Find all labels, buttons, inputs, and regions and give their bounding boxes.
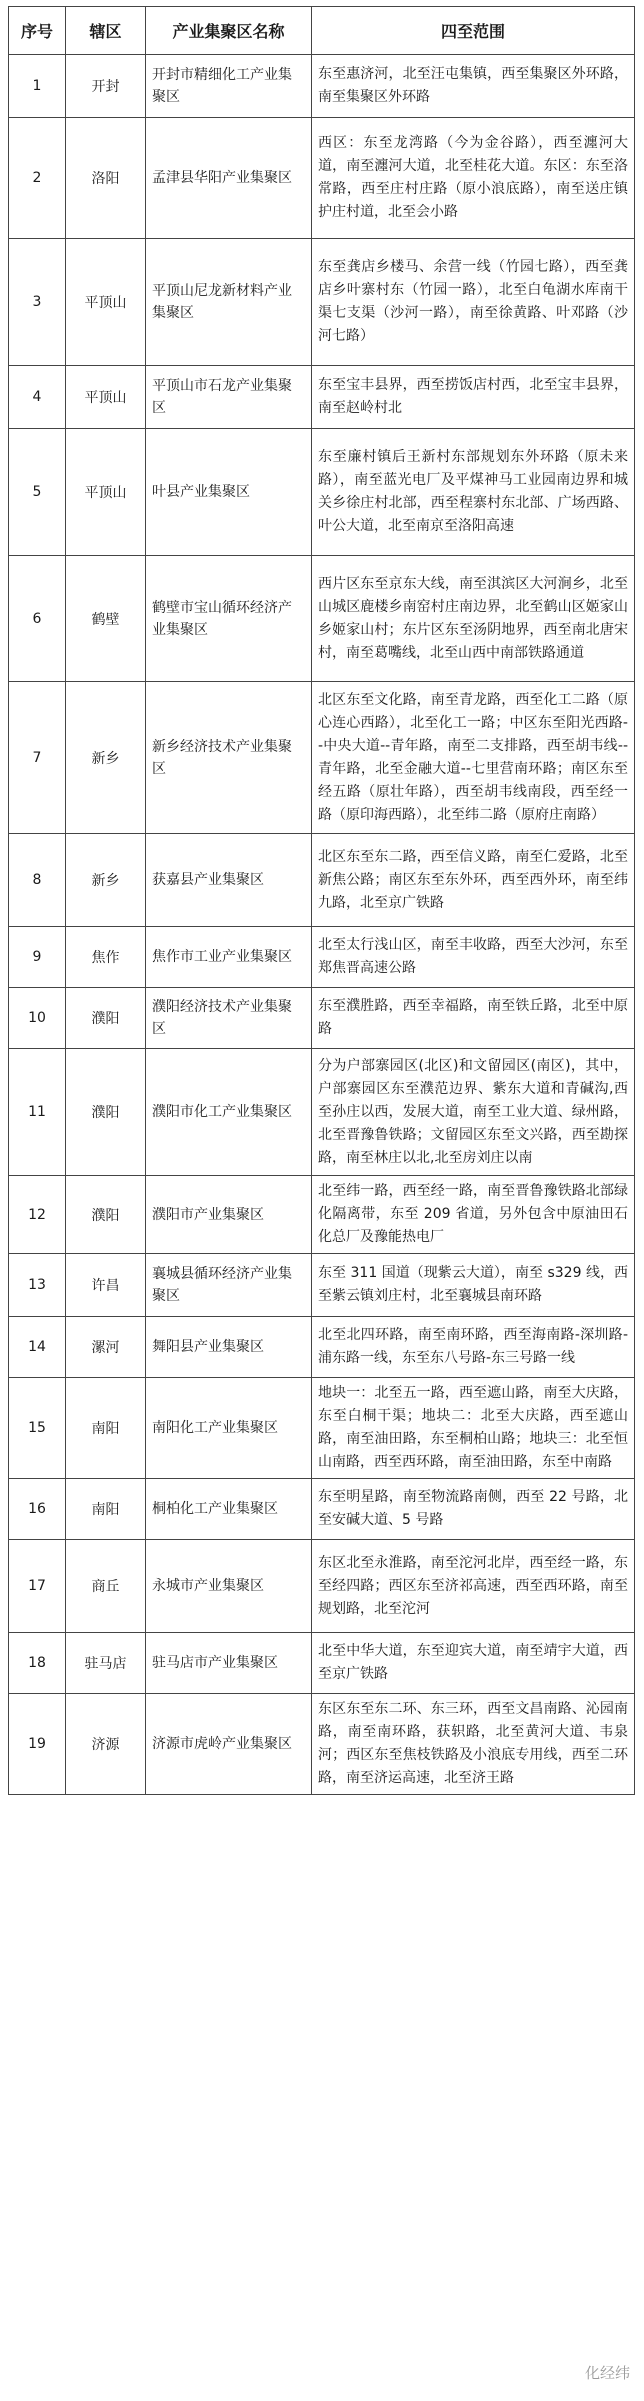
cell-scope: 北至中华大道，东至迎宾大道，南至靖宇大道，西至京广铁路 <box>312 1633 635 1694</box>
watermark: 化经纬 <box>584 2364 630 2382</box>
header-row <box>9 7 635 55</box>
table-row <box>9 556 635 682</box>
cell-district: 平顶山 <box>66 239 146 366</box>
table-row <box>9 118 635 239</box>
cell-name: 驻马店市产业集聚区 <box>146 1633 312 1694</box>
cell-district: 濮阳 <box>66 988 146 1049</box>
cell-scope: 北至太行浅山区，南至丰收路，西至大沙河，东至郑焦晋高速公路 <box>312 927 635 988</box>
cell-no: 13 <box>9 1254 66 1317</box>
cell-name: 新乡经济技术产业集聚区 <box>146 682 312 834</box>
cell-scope: 北至纬一路，西至经一路，南至晋鲁豫铁路北部绿化隔离带，东至 209 省道，另外包含中原油田石化总厂及豫能热电厂 <box>312 1176 635 1254</box>
cell-name: 焦作市工业产业集聚区 <box>146 927 312 988</box>
cell-scope: 东至濮胜路，西至幸福路，南至铁丘路，北至中原路 <box>312 988 635 1049</box>
cell-name: 襄城县循环经济产业集聚区 <box>146 1254 312 1317</box>
table-row <box>9 988 635 1049</box>
cell-name: 开封市精细化工产业集聚区 <box>146 55 312 118</box>
cell-no: 5 <box>9 429 66 556</box>
table-row <box>9 1694 635 1795</box>
cell-no: 14 <box>9 1317 66 1378</box>
cell-name: 获嘉县产业集聚区 <box>146 834 312 927</box>
table-row <box>9 1317 635 1378</box>
cell-scope: 东至 311 国道（现紫云大道），南至 s329 线，西至紫云镇刘庄村，北至襄城县南环路 <box>312 1254 635 1317</box>
cell-district: 洛阳 <box>66 118 146 239</box>
cell-district: 新乡 <box>66 834 146 927</box>
table-row <box>9 1633 635 1694</box>
cell-district: 商丘 <box>66 1540 146 1633</box>
cell-no: 17 <box>9 1540 66 1633</box>
cell-no: 3 <box>9 239 66 366</box>
cell-no: 16 <box>9 1479 66 1540</box>
cell-scope: 地块一：北至五一路，西至遮山路，南至大庆路，东至白桐干渠；地块二：北至大庆路，西至遮山路，南至油田路，东至桐柏山路；地块三：北至恒山南路，西至西环路，南至油田路，东至中南路 <box>312 1378 635 1479</box>
cell-scope: 北区东至文化路，南至青龙路，西至化工二路（原心连心西路），北至化工一路；中区东至阳光西路--中央大道--青年路，南至二支排路，西至胡韦线--青年路，北至金融大道--七里营南环路；南区东至经五路（原壮年路），西至胡韦线南段，西至经一路（原印海西路），北至纬二路（原府庄南路） <box>312 682 635 834</box>
cell-district: 漯河 <box>66 1317 146 1378</box>
cell-scope: 东区北至永淮路，南至沱河北岸，西至经一路，东至经四路；西区东至济祁高速，西至西环路，南至规划路，北至沱河 <box>312 1540 635 1633</box>
cell-no: 4 <box>9 366 66 429</box>
col-header-name: 产业集聚区名称 <box>146 7 312 55</box>
cell-no: 19 <box>9 1694 66 1795</box>
col-header-scope: 四至范围 <box>312 7 635 55</box>
cell-district: 南阳 <box>66 1479 146 1540</box>
cell-district: 濮阳 <box>66 1049 146 1176</box>
cell-scope: 东至宝丰县界，西至捞饭店村西，北至宝丰县界，南至赵岭村北 <box>312 366 635 429</box>
cell-no: 6 <box>9 556 66 682</box>
cell-scope: 西区：东至龙湾路（今为金谷路），西至瀍河大道，南至瀍河大道，北至桂花大道。东区：东至洛常路，西至庄村庄路（原小浪底路），南至送庄镇护庄村道，北至会小路 <box>312 118 635 239</box>
cell-district: 南阳 <box>66 1378 146 1479</box>
cell-scope: 西片区东至京东大线，南至淇滨区大河涧乡，北至山城区鹿楼乡南窑村庄南边界，北至鹤山区姬家山乡姬家山村；东片区东至汤阴地界，西至南北唐宋村，南至葛嘴线，北至山西中南部铁路通道 <box>312 556 635 682</box>
cell-scope: 北区东至东二路，西至信义路，南至仁爱路，北至新焦公路；南区东至东外环，西至西外环，南至纬九路，北至京广铁路 <box>312 834 635 927</box>
table-row <box>9 239 635 366</box>
table-row <box>9 366 635 429</box>
cell-no: 15 <box>9 1378 66 1479</box>
cell-no: 18 <box>9 1633 66 1694</box>
cell-scope: 东至惠济河，北至汪屯集镇，西至集聚区外环路，南至集聚区外环路 <box>312 55 635 118</box>
cell-scope: 分为户部寨园区(北区)和文留园区(南区)，其中，户部寨园区东至濮范边界、紫东大道和青碱沟,西至孙庄以西，发展大道，南至工业大道、绿州路，北至晋豫鲁铁路；文留园区东至文兴路，西至勘探路，南至林庄以北,北至房刘庄以南 <box>312 1049 635 1176</box>
cell-scope: 东区东至东二环、东三环，西至文昌南路、沁园南路，南至南环路，获轵路，北至黄河大道、韦泉河；西区东至焦枝铁路及小浪底专用线，西至二环路，南至济运高速，北至济王路 <box>312 1694 635 1795</box>
cell-scope: 东至明星路，南至物流路南侧，西至 22 号路，北至安碱大道、5 号路 <box>312 1479 635 1540</box>
cell-scope: 北至北四环路，南至南环路，西至海南路-深圳路-浦东路一线，东至东八号路-东三号路一线 <box>312 1317 635 1378</box>
cell-no: 11 <box>9 1049 66 1176</box>
cell-no: 1 <box>9 55 66 118</box>
cell-no: 2 <box>9 118 66 239</box>
cell-district: 新乡 <box>66 682 146 834</box>
cell-name: 濮阳经济技术产业集聚区 <box>146 988 312 1049</box>
cell-district: 平顶山 <box>66 366 146 429</box>
cell-district: 鹤壁 <box>66 556 146 682</box>
cell-district: 平顶山 <box>66 429 146 556</box>
table-row <box>9 1378 635 1479</box>
cell-name: 桐柏化工产业集聚区 <box>146 1479 312 1540</box>
table-row <box>9 1540 635 1633</box>
cell-district: 济源 <box>66 1694 146 1795</box>
table-row <box>9 927 635 988</box>
table-row <box>9 1254 635 1317</box>
cell-name: 济源市虎岭产业集聚区 <box>146 1694 312 1795</box>
cell-district: 濮阳 <box>66 1176 146 1254</box>
cell-name: 南阳化工产业集聚区 <box>146 1378 312 1479</box>
cell-name: 孟津县华阳产业集聚区 <box>146 118 312 239</box>
table-row <box>9 1479 635 1540</box>
cell-scope: 东至廉村镇后王新村东部规划东外环路（原未来路），南至蓝光电厂及平煤神马工业园南边界和城关乡徐庄村北部，西至程寨村东北部、广场西路、叶公大道，北至南京至洛阳高速 <box>312 429 635 556</box>
table-row <box>9 682 635 834</box>
zone-table <box>8 6 635 1795</box>
cell-no: 9 <box>9 927 66 988</box>
table-row <box>9 1049 635 1176</box>
cell-no: 8 <box>9 834 66 927</box>
table-row <box>9 429 635 556</box>
col-header-no: 序号 <box>9 7 66 55</box>
cell-district: 焦作 <box>66 927 146 988</box>
table-row <box>9 55 635 118</box>
col-header-district: 辖区 <box>66 7 146 55</box>
cell-name: 濮阳市产业集聚区 <box>146 1176 312 1254</box>
table-row <box>9 1176 635 1254</box>
cell-no: 12 <box>9 1176 66 1254</box>
cell-name: 鹤壁市宝山循环经济产业集聚区 <box>146 556 312 682</box>
cell-district: 开封 <box>66 55 146 118</box>
cell-no: 10 <box>9 988 66 1049</box>
cell-name: 叶县产业集聚区 <box>146 429 312 556</box>
cell-district: 驻马店 <box>66 1633 146 1694</box>
cell-name: 平顶山市石龙产业集聚区 <box>146 366 312 429</box>
cell-name: 濮阳市化工产业集聚区 <box>146 1049 312 1176</box>
cell-scope: 东至龚店乡楼马、余营一线（竹园七路），西至龚店乡叶寨村东（竹园一路），北至白龟湖水库南干渠七支渠（沙河一路），南至徐黄路、叶邓路（沙河七路） <box>312 239 635 366</box>
cell-name: 平顶山尼龙新材料产业集聚区 <box>146 239 312 366</box>
cell-no: 7 <box>9 682 66 834</box>
cell-name: 永城市产业集聚区 <box>146 1540 312 1633</box>
cell-name: 舞阳县产业集聚区 <box>146 1317 312 1378</box>
table-row <box>9 834 635 927</box>
cell-district: 许昌 <box>66 1254 146 1317</box>
